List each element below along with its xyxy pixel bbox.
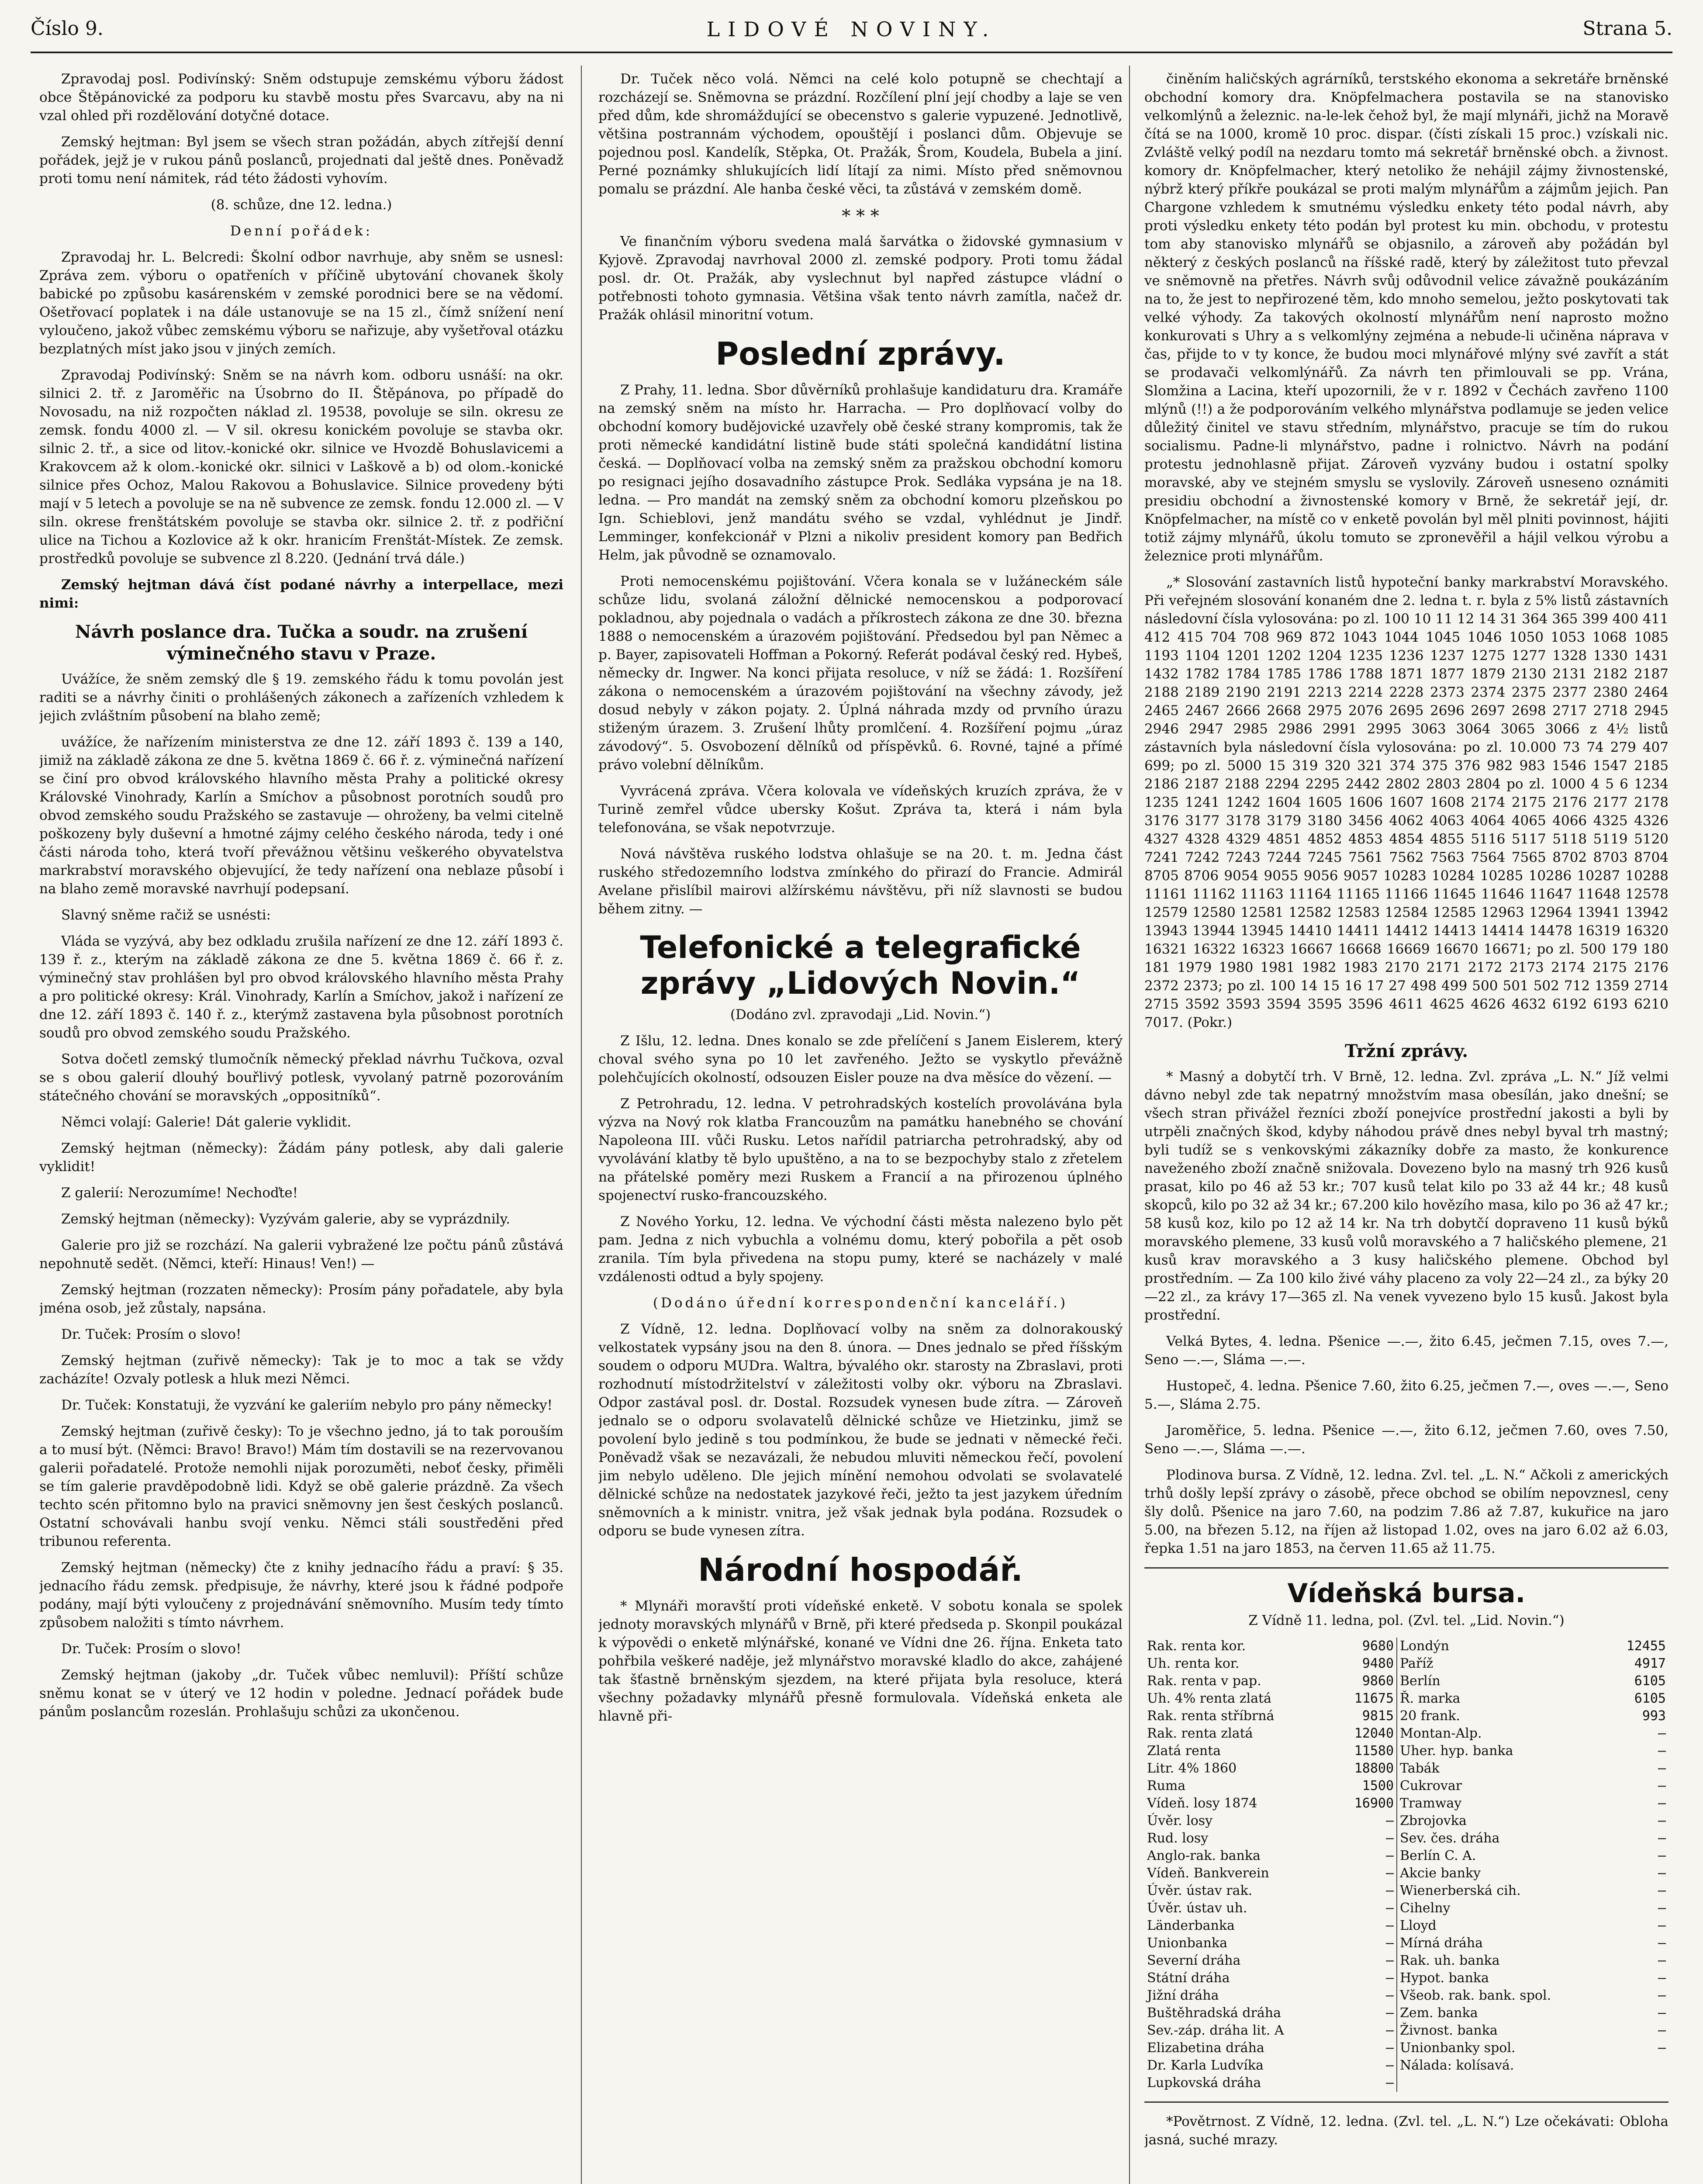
column-divider-2 [1129, 66, 1130, 2184]
bourse-row [1144, 1725, 1668, 1742]
bourse-row [1144, 1655, 1668, 1673]
bourse-security-name: Ruma [1147, 1778, 1186, 1794]
bourse-row [1144, 1795, 1668, 1812]
bourse-security-price: — [1658, 1970, 1666, 1986]
bourse-security-price: 9815 [1336, 1707, 1397, 1725]
bourse-security-name: Montan-Alp. [1400, 1726, 1482, 1741]
telegraph-subheading: (Dodáno zvl. zpravodaji „Lid. Novin.“) [730, 1007, 991, 1023]
bourse-security-name: Rak. renta zlatá [1147, 1726, 1253, 1741]
article-paragraph: Dr. Tuček: Prosím o slovo! [61, 1327, 242, 1342]
article-paragraph: Dr. Tuček: Prosím o slovo! [61, 1641, 242, 1657]
bourse-security-price: — [1336, 1865, 1397, 1882]
bourse-row [1144, 1952, 1668, 1970]
bourse-security-name: Zbrojovka [1400, 1813, 1467, 1828]
bourse-table [1144, 1638, 1668, 2092]
telegraph-news-heading: Telefonické a telegrafické zprávy „Lidových Novin.“ [640, 930, 1081, 1001]
article-paragraph: Z Petrohradu, 12. ledna. V petrohradských kostelích provolávána byla výzva na Nový rok klatba Francouzům na památku hanebného se chování Napoleona III. vůči Rusku. Letos nařídil patriarcha petrohradský, aby od vyvolávání klatby tě bylo upuštěno, a na to se bezpochyby stalo z zřetelem na přátelské poměry mezi Ruskem a Francií a na přirozenou úplného spojenectví rusko-francouzského. [598, 1096, 1123, 1203]
bourse-security-name: Vídeň. losy 1874 [1147, 1796, 1257, 1811]
bourse-subheading: Z Vídně 11. ledna, pol. (Zvl. tel. „Lid. Novin.“) [1248, 1613, 1565, 1628]
column-3 [1144, 70, 1668, 2184]
column-divider-1 [581, 66, 582, 2184]
page-number: Strana 5. [1582, 17, 1672, 40]
bourse-security-price: — [1336, 2074, 1397, 2092]
column-2 [598, 70, 1123, 2184]
bourse-security-name: 20 frank. [1400, 1708, 1461, 1724]
bourse-security-name: Berlín C. A. [1400, 1848, 1476, 1863]
bourse-row [1144, 1638, 1668, 1655]
article-paragraph: Plodinova bursa. Z Vídně, 12. ledna. Zvl. tel. „L. N.“ Ačkoli z amerických trhů došly lepší zprávy o zásobě, přece obchod se obilím nepovznesl, ceny šly dolů. Pšenice na jaro 7.60, na podzim 7.86 až 7.87, kukuřice na jaro 5.00, na březen 5.12, na říjen až listopad 1.02, oves na jaro 6.02 až 6.03, řepka 1.51 na jaro 1853, na červen 11.65 až 11.75. [1144, 1467, 1668, 1556]
bourse-security-price: — [1336, 2004, 1397, 2022]
article-paragraph: Z Prahy, 11. ledna. Sbor důvěrníků prohlašuje kandidaturu dra. Kramáře na zemský sněm na místo hr. Harracha. — Pro doplňovací volby do obchodní komory budějovické uzavřely obě české strany kompromis, tak že proti německé kandidátní listině bude státi společná kandidátní listina česká. — Doplňovací volba na zemský sněm za pražskou obchodní komoru po resignaci jejího dosavadního zástupce Prok. Sedláka vypsána je na 18. ledna. — Pro mandát na zemský sněm za obchodní komoru plzeňskou po Ign. Schieblovi, jenž mandátu svého se vzdal, vyhlédnut je Jindř. Lemminger, konfekcionář v Plzni a nikoliv president komory pan Bedřich Helm, jak původně se oznamovalo. [598, 382, 1123, 563]
bourse-row [1144, 1707, 1668, 1725]
bourse-security-price: 12455 [1626, 1638, 1666, 1654]
bourse-row [1144, 2004, 1668, 2022]
market-news-heading: Tržní zprávy. [1344, 1041, 1468, 1061]
bourse-row [1144, 1777, 1668, 1795]
article-paragraph: Zemský hejtman dává číst podané návrhy a interpellace, mezi nimi: [39, 577, 563, 611]
bourse-security-name: Cihelny [1400, 1901, 1451, 1916]
bourse-security-name: Länderbanka [1147, 1918, 1235, 1933]
bourse-row [1144, 1847, 1668, 1865]
bourse-row [1144, 1742, 1668, 1760]
bourse-row [1144, 1882, 1668, 1900]
bourse-security-price: 11580 [1336, 1742, 1397, 1760]
article-paragraph: Dr. Tuček něco volá. Němci na celé kolo potupně se chechtají a rozcházejí se. Sněmovna se prázdní. Rozčílení plní její chodby a laje se ven před dům, kde shromáždující se obecenstvo s galerie vypuzené. Jednotlivě, většina postrannám východem, opouštějí i poslanci dům. Objevuje se pojednou posl. Kandelík, Stěpka, Ot. Pražák, Šrom, Koudela, Bubela a jiní. Perné poznámky shlukujících lidí lítají za nimi. Místo před sněmovnou pomalu se prázdní. Ale hanba české věci, ta zůstává v zemském domě. [598, 71, 1123, 197]
bourse-security-price: 4917 [1634, 1656, 1666, 1671]
bourse-security-name: Dr. Karla Ludvíka [1147, 2058, 1264, 2073]
bourse-security-name: Unionbanka [1147, 1935, 1228, 1951]
section-separator-stars: * * * [842, 206, 879, 226]
article-paragraph: Vyvrácená zpráva. Včera kolovala ve vídeňských kruzích zpráva, že v Turině zemřel vůdce ubersky Košut. Zpráva ta, která i nám byla telefonována, se však nepotvrzuje. [598, 783, 1123, 836]
bourse-security-name: Zem. banka [1400, 2005, 1478, 2021]
office-subheading: (Dodáno úřední korrespondenční kanceláří.) [653, 1295, 1068, 1311]
bourse-security-price: 12040 [1336, 1725, 1397, 1742]
article-paragraph: Uvážíce, že sněm zemský dle § 19. zemského řádu k tomu povolán jest raditi se a návrhy činiti o prohlášených zákonech a zařízeních vzhledem k jejich zvláštním působení na blaho země; [39, 671, 563, 724]
bourse-security-price: — [1658, 2005, 1666, 2021]
bourse-security-price: — [1336, 1882, 1397, 1900]
bourse-security-price: — [1336, 1900, 1397, 1917]
article-paragraph: Slavný sněme račiž se usnésti: [61, 907, 271, 923]
bourse-row [1144, 2074, 1668, 2092]
bourse-security-name: Londýn [1400, 1638, 1449, 1654]
masthead-title: LIDOVÉ NOVINY. [706, 17, 997, 41]
bourse-security-name: Mírná dráha [1400, 1935, 1483, 1951]
bourse-row [1144, 1830, 1668, 1847]
article-paragraph: Proti nemocenskému pojištování. Včera konala se v lužáneckém sále schůze lidu, svolaná záložní dělnické nemocenskou a podporovací pokladnou, aby pojednala o vadách a příkrostech zákona ze dne 30. března 1888 o nemocenském a úrazovém pojištování. Předsedou byl pan Němec a p. Bayer, zapisovateli Hoffman a Pokorný. Referát podával český red. Hybeš, německy dr. Ingwer. Na konci přijata resoluce, v níž se žádá: 1. Rozšíření zákona o nemocenském a úrazovém pojištování na všechny závody, jež dosud nebyly v zákon pojaty. 2. Úplná náhrada mzdy od prvního úrazu stiženým úrazem. 3. Zrušení lhůty promlčení. 4. Rozšíření pojmu „úraz závodový“. 5. Osvobození dělníků od příspěvků. 6. Rovné, tajné a přímé právo volební dělníkům. [598, 574, 1123, 773]
agenda-heading: Denní pořádek: [230, 223, 373, 239]
bourse-security-name: Lupkovská dráha [1147, 2075, 1261, 2091]
bourse-security-price: — [1336, 1847, 1397, 1865]
bourse-row [1144, 1673, 1668, 1690]
bourse-security-price [1608, 2074, 1668, 2092]
economy-heading: Národní hospodář. [698, 1552, 1023, 1588]
bourse-security-name: Všeob. rak. bank. spol. [1400, 1988, 1551, 2003]
article-paragraph: Hustopeč, 4. ledna. Pšenice 7.60, žito 6.25, ječmen 7.—, oves —.—, Seno 5.—, Sláma 2.75. [1144, 1378, 1668, 1412]
article-paragraph: „* Slosování zastavních listů hypoteční banky markrabství Moravského. Při veřejném slosování konaném dne 2. ledna t. r. byla z 5% listů zástavních následovní čísla vylosována: po zl. 100 10 11 12 14 31 364 365 399 400 411 412 415 704 708 969 872 1043 1044 1045 1046 1050 1053 1068 1085 1193 1104 1201 1202 1204 1235 1236 1237 1275 1277 1328 1330 1431 1432 1782 1784 1785 1786 1788 1871 1877 1879 2130 2131 2182 2187 2188 2189 2190 2191 2213 2214 2228 2373 2374 2375 2377 2380 2464 2465 2467 2666 2668 2975 2076 2695 2696 2697 2698 2717 2718 2945 2946 2947 2985 2986 2991 2995 3063 3064 3065 3066 z 4½ listů zástavních byla následovní čísla vylosována: po zl. 10.000 73 74 279 407 699; po zl. 5000 15 319 320 321 374 375 376 982 983 1546 1547 2185 2186 2187 2188 2294 2295 2442 2802 2803 2804 po zl. 1000 4 5 6 1234 1235 1241 1242 1604 1605 1606 1607 1608 2174 2175 2176 2177 2178 3176 3177 3178 3179 3180 3456 4062 4063 4064 4065 4066 4325 4326 4327 4328 4329 4851 4852 4853 4854 4855 5116 5117 5118 5119 5120 7241 7242 7243 7244 7245 7561 7562 7563 7564 7565 8702 8703 8704 8705 8706 9054 9055 9056 9057 10283 10284 10285 10286 10287 10288 11161 11162 11163 11164 11165 11166 11645 11646 11647 11648 12578 12579 12580 12581 12582 12583 12584 12585 12963 12964 13941 13942 13943 13944 13945 14410 14411 14412 14413 14414 14478 16319 16320 16321 16322 16323 16667 16668 16669 16670 16671; po zl. 500 179 180 181 1979 1980 1981 1982 1983 2170 2171 2172 2173 2174 2175 2176 2372 2373; po zl. 100 14 15 16 17 27 498 499 500 501 502 712 1359 2714 2715 3592 3593 3594 3595 3596 4611 4625 4626 4632 6192 6193 6210 7017. (Pokr.) [1144, 574, 1668, 1030]
bourse-security-name: Státní dráha [1147, 1970, 1230, 1986]
bourse-security-price: — [1336, 1952, 1397, 1970]
section-rule [1144, 1567, 1668, 1569]
bourse-security-price: 16900 [1336, 1795, 1397, 1812]
issue-number: Číslo 9. [31, 17, 104, 40]
bourse-security-price: — [1658, 2023, 1666, 2038]
bourse-row [1144, 1935, 1668, 1952]
article-paragraph: * Masný a dobytčí trh. V Brně, 12. ledna. Zvl. zpráva „L. N.“ Jíž velmi dávno nebyl zde tak nepatrný množstvím masa obesílán, jako dnešní; se všech stran přivážel řezníci zboží ponejvíce prostřední jakosti a byli by utrpěli značných škod, kdyby náhodou právě dnes nebyl byval trh mastný; byli tudíž se s venkovskými zákazníky dobře za masto, že konkurence naveženého zboží značně snižovala. Dovezeno bylo na masný trh 926 kusů prasat, kilo po 46 až 53 kr.; 707 kusů telat kilo po 33 až 44 kr.; 48 kusů skopců, kilo po 32 až 34 kr.; 67.200 kilo hovězího masa, kilo po 36 až 47 kr.; 58 kusů koz, kilo po 12 až 14 kr. Na trh dobytčí dopraveno 11 kusů býků moravského plemene, 33 kusů volů moravského a 7 haličského plemene, 21 kusů krav moravského a 3 kusy haličského plemene. Obchod byl prostředním. — Za 100 kilo živé váhy placeno za voly 22—24 zl., za býky 20—22 zl., za krávy 17—365 zl. Na venek vyvezeno bylo 15 kusů. Jakost byla prostřední. [1144, 1069, 1668, 1323]
bourse-security-price: — [1336, 1935, 1397, 1952]
bourse-security-name: Litr. 4% 1860 [1147, 1761, 1237, 1776]
bourse-security-price: — [1336, 1970, 1397, 1987]
weather-report: *Povětrnost. Z Vídně, 12. ledna. (Zvl. tel. „L. N.“) Lze očekávati: Obloha jasná, suché mrazy. [1144, 2114, 1668, 2148]
bourse-security-price: 11675 [1336, 1690, 1397, 1707]
header-rule [31, 52, 1672, 53]
section-rule [1144, 2101, 1668, 2103]
bourse-security-price: — [1658, 1743, 1666, 1759]
bourse-security-price: — [1336, 1830, 1397, 1847]
bourse-security-name: Tabák [1400, 1761, 1440, 1776]
article-paragraph: Dr. Tuček: Konstatuji, že vyzvání ke galeriím nebylo pro pány německy! [61, 1397, 553, 1413]
article-paragraph: Zemský hejtman (zuřivě německy): Tak je to moc a tak se vždy zacházíte! Ozvaly potlesk a hluk mezi Němci. [39, 1353, 563, 1387]
bourse-security-name: Elizabetina dráha [1147, 2040, 1264, 2056]
bourse-row [1144, 1865, 1668, 1882]
bourse-security-name: Anglo-rak. banka [1147, 1848, 1261, 1863]
bourse-security-name: Rak. renta v pap. [1147, 1673, 1261, 1689]
bourse-heading: Vídeňská bursa. [1287, 1578, 1526, 1609]
article-paragraph: Němci volají: Galerie! Dát galerie vyklidit. [61, 1114, 352, 1130]
article-paragraph: Z Vídně, 12. ledna. Doplňovací volby na sněm za dolnorakouský velkostatek vypsány jsou na den 8. února. — Dnes jednalo se před říšským soudem o odporu MUDra. Waltra, bývalého okr. starosty na Zbraslavi, proti rozhodnutí místodržitelství v záležitosti volby okr. výboru na Zbraslavi. Odpor zastával posl. dr. Dostal. Rozsudek vynesen bude zítra. — Zároveň jednalo se o odporu svolavatelů dělnické schůze ve Hietzinku, jimž se povolení bylo jedině s tou podmínkou, že bude se jednati v německé řeči. Poněvadž však se nezavázali, že nebudou mluviti německou řečí, povolení jim nebylo uděleno. Dle jejich mínění nemohou odvolati se svolavatelé dělnické schůze na nedostatek jazykové řeči, ježto ta jest jazykem úředním sněmovních a k ministr. vnitra, jež však jednak byla podána. Rozsudek o odporu se bude vynesen zítra. [598, 1321, 1123, 1539]
article-paragraph: Jaroměřice, 5. ledna. Pšenice —.—, žito 6.12, ječmen 7.60, oves 7.50, Seno —.—, Sláma —.—. [1144, 1423, 1668, 1457]
bourse-security-price: — [1658, 1901, 1666, 1916]
bourse-row [1144, 1760, 1668, 1777]
bourse-security-name [1397, 2074, 1608, 2092]
bourse-security-price: 9480 [1336, 1655, 1397, 1673]
bourse-security-name: Rud. losy [1147, 1831, 1209, 1846]
bourse-security-name: Sev. čes. dráha [1400, 1831, 1500, 1846]
article-paragraph: Zemský hejtman (rozzaten německy): Prosím pány pořadatele, aby byla jména osob, jež zůstaly, napsána. [39, 1282, 563, 1316]
bourse-security-price: — [1336, 1987, 1397, 2004]
bourse-row [1144, 1917, 1668, 1935]
bourse-row [1144, 1970, 1668, 1987]
article-paragraph: Zemský hejtman (zuřivě česky): To je všechno jedno, já to tak porouším a to musí být. (Němci: Bravo! Bravo!) Mám tím dostavili se na rezervovanou galerii pořadatelé. Protože nemohli nijak porozuměti, neboť česky, přiměli se tím galerie pravděpodobně lidi. Když se obě galerie prázdně. Za všech techto scén přitomno bylo na pravici sněmovny jen šest českých poslanců. Ostatní schovávali hanbu svojí venku. Němci stáli soustředěni před tribunou referenta. [39, 1424, 563, 1549]
bourse-security-name: Severní dráha [1147, 1953, 1241, 1968]
bourse-security-price: — [1658, 1988, 1666, 2003]
article-paragraph: Vláda se vyzývá, aby bez odkladu zrušila nařízení ze dne 12. září 1893 č. 139 ř. z., kterým na základě zákona ze dne 5. května 1869 č. 66 ř. z. výminečný stav prohlášen byl pro obvod královského hlavního města Prahy a pro politické okresy: Král. Vinohrady, Karlín a Smíchov, jakož i nařízení ze dne 12. září 1893 č. 140 ř. z., kterýmž zastavena byla působnost porotních soudů pro obvod zemského soudu Pražského. [39, 933, 563, 1041]
bourse-security-name: Unionbanky spol. [1400, 2040, 1516, 2056]
bourse-security-name: Uher. hyp. banka [1400, 1743, 1513, 1759]
bourse-security-name: Tramway [1400, 1796, 1462, 1811]
bourse-security-price: — [1658, 1831, 1666, 1846]
bourse-security-price: — [1658, 1848, 1666, 1863]
bourse-security-price: — [1658, 1866, 1666, 1881]
bourse-security-name: Vídeň. Bankverein [1147, 1866, 1269, 1881]
article-paragraph: uvážíce, že nařízením ministerstva ze dne 12. září 1893 č. 139 a 140, jimiž na základě zákona ze dne 5. května 1869 č. 66 ř. z. výminečná nařízení se činí pro obvod královského hlavního města Prahy a politické okresy Královské Vinohrady, Karlín a Smíchov a působnost porotních soudů pro obvod zemského soudu Pražského se zastavuje — ohroženy, ba velmi citelně poškozeny byly duševní a hmotné zájmy celého českého národa, tedy i oné části národa toho, která tvoří převážnou většinu veškerého obyvatelstva markrabství moravského objevující, že tedy nařízení ona neblaze působí i na blaho země moravské navrhují podepsaní. [39, 734, 563, 897]
bourse-security-name: Cukrovar [1400, 1778, 1462, 1794]
bourse-security-name: Hypot. banka [1400, 1970, 1489, 1986]
bourse-security-price: — [1336, 2039, 1397, 2057]
article-paragraph: Nová návštěva ruského lodstva ohlašuje se na 20. t. m. Jedna část ruského středozemního lodstva zmínkého do přirazí do Francie. Admirál Avelane přislíbil mairovi alžírskému návštěvu, při níž slavnosti se budou během zitny. — [598, 846, 1123, 917]
bourse-security-name: Lloyd [1400, 1918, 1437, 1933]
bourse-security-name: Rak. renta kor. [1147, 1638, 1246, 1654]
bourse-security-price: 1500 [1336, 1777, 1397, 1795]
article-paragraph: Zpravodaj hr. L. Belcredi: Školní odbor navrhuje, aby sněm se usnesl: Zpráva zem. výboru o opatřeních v příčině ubytování chovanek školy babické po způsobu kasárenském v zemské porodnici bere se na vědomí. Ošetřovací poplatek i na dále ustanovuje se na 15 zl., čímž snížení není vyloučeno, jakož vůbec zemskému výboru se nařizuje, aby vyšetřoval otázku bezplatných míst jako jsou v jiných zemích. [39, 249, 563, 357]
motion-heading: Návrh poslance dra. Tučka a soudr. na zrušení výminečného stavu v Praze. [75, 622, 528, 664]
bourse-security-name: Živnost. banka [1400, 2023, 1498, 2038]
session-heading: (8. schůze, dne 12. ledna.) [211, 197, 392, 213]
bourse-row [1144, 1690, 1668, 1707]
article-paragraph: Galerie pro již se rozchází. Na galerii vybražené lze počtu pánů zůstává nepohnutě sedět. (Němci, kteří: Hinaus! Ven!) — [39, 1237, 563, 1272]
article-paragraph: Z galerií: Nerozumíme! Nechoďte! [61, 1185, 298, 1201]
latest-news-heading: Poslední zprávy. [715, 335, 1005, 372]
article-paragraph: Zpravodaj posl. Podivínský: Sněm odstupuje zemskému výboru žádost obce Štěpánovické za podporu ku stavbě mostu přes Svarcavu, aby na ni vzal ohled při rozdělování dotyčné dotace. [39, 71, 563, 124]
bourse-security-name: Zlatá renta [1147, 1743, 1221, 1759]
bourse-security-name: Jižní dráha [1147, 1988, 1219, 2003]
bourse-security-price: 18800 [1336, 1760, 1397, 1777]
bourse-security-name: Úvěr. losy [1147, 1813, 1213, 1828]
bourse-security-price: — [1658, 1796, 1666, 1811]
bourse-security-name: Ř. marka [1400, 1691, 1461, 1706]
bourse-security-price: — [1658, 2040, 1666, 2056]
bourse-security-name: Úvěr. ústav rak. [1147, 1883, 1253, 1898]
bourse-security-price: — [1336, 2022, 1397, 2039]
bourse-security-name: Uh. renta kor. [1147, 1656, 1240, 1671]
article-paragraph: Sotva dočetl zemský tlumočník německý překlad návrhu Tučkova, ozval se s obou galerií dlouhý bouřlivý potlesk, vyvolaný patrně pozorováním státečného chování se moravských „oppositníků“. [39, 1051, 563, 1104]
bourse-row [1144, 1812, 1668, 1830]
bourse-security-price: — [1658, 1883, 1666, 1898]
article-paragraph: Zpravodaj Podivínský: Sněm se na návrh kom. odboru usnáší: na okr. silnici 2. tř. z Jaroměřic na Úsobrno do II. Štěpánova, po případě do Novosadu, na niž rozpočten náklad zl. 19538, povoluje se siln. okresu ze zemsk. fondu 4000 zl. — V sil. okresu konickém povoluje se stavba okr. silnic 2. tř., a sice od litov.-konické okr. silnice ve Hvozdě Bohuslavicemi a Krakovcem až k olom.-konické okr. silnici v Laškově a b) od olom.-konické silnice přes Ochoz, Malou Rakovou a Bohuslavice. Silnice provedeny býti mají v 5 letech a povoluje se na ně subvence ze zemsk. fondu 12.000 zl. — V siln. okrese frenštátském povoluje se stavba okr. silnice 2. tř. z podřiční ulice na Tichou a Kozlovice až k okr. hranicím Frenštát-Místek. Ze zemsk. prostředků povoluje se subvence zl 8.220. (Jednání trvá dále.) [39, 367, 563, 567]
bourse-security-name: Sev.-záp. dráha lit. A [1147, 2023, 1284, 2038]
bourse-security-price: 6105 [1634, 1673, 1666, 1689]
bourse-security-price: — [1658, 1935, 1666, 1951]
page-header [31, 13, 1672, 52]
bourse-security-price: — [1658, 1918, 1666, 1933]
bourse-security-name: Paříž [1400, 1656, 1434, 1671]
bourse-security-price: 6105 [1634, 1691, 1666, 1706]
article-paragraph: Zemský hejtman (německy): Žádám pány potlesk, aby dali galerie vyklidit! [39, 1140, 563, 1175]
bourse-row [1144, 2022, 1668, 2039]
bourse-security-name: Wienerberská cih. [1400, 1883, 1521, 1898]
bourse-row [1144, 2057, 1668, 2074]
bourse-security-price: 993 [1642, 1708, 1666, 1724]
bourse-security-price: 9680 [1336, 1638, 1397, 1655]
article-paragraph: Velká Bytes, 4. ledna. Pšenice —.—, žito 6.45, ječmen 7.15, oves 7.—, Seno —.—, Sláma —.—. [1144, 1334, 1668, 1368]
bourse-security-name: Buštěhradská dráha [1147, 2005, 1281, 2021]
article-paragraph: * Mlynáři moravští proti vídeňské enketě. V sobotu konala se spolek jednoty moravských mlynářů v Brně, při které předseda p. Skonpil poukázal k výpovědi o enketě mlýnářské, konané ve Vídni dne 26. října. Enketa tato pohřbila veškeré naděje, jež mlynářstvo moravské kladlo do akce, zahájené tak šťastně brněnským sjezdem, na které přijata byla resoluce, která všechny požadavky mlynářů přesně formulovala. Vídeňská enketa ale hlavně při- [598, 1598, 1123, 1724]
bourse-security-name: Berlín [1400, 1673, 1440, 1689]
bourse-security-price: — [1336, 1812, 1397, 1830]
bourse-security-name: Rak. renta stříbrná [1147, 1708, 1275, 1724]
bourse-security-price: — [1658, 1726, 1666, 1741]
article-paragraph: Zemský hejtman (německy) čte z knihy jednacího řádu a praví: § 35. jednacího řádu zemsk. předpisuje, že návrhy, které jsou k řádné podpoře podány, mají býti vyloučeny z projednávání sněmovního. Musím tedy tímto způsobem naložiti s tímto návrhem. [39, 1560, 563, 1631]
bourse-security-price: — [1658, 1761, 1666, 1776]
bourse-security-price: — [1336, 1917, 1397, 1935]
bourse-row [1144, 1900, 1668, 1917]
article-paragraph: Zemský hejtman (německy): Vyzývám galerie, aby se vyprázdnily. [61, 1211, 510, 1227]
bourse-security-name: Akcie banky [1400, 1866, 1481, 1881]
bourse-row [1144, 1987, 1668, 2004]
bourse-security-price: — [1658, 1813, 1666, 1828]
bourse-security-price: 9860 [1336, 1673, 1397, 1690]
bourse-row [1144, 2039, 1668, 2057]
bourse-security-price: — [1658, 1953, 1666, 1968]
bourse-security-price [1608, 2057, 1668, 2074]
column-1 [39, 70, 563, 2184]
article-paragraph: Ve finančním výboru svedena malá šarvátka o židovské gymnasium v Kyjově. Zpravodaj navrhoval 2000 zl. zemské podpory. Proti tomu žádal posl. dr. Ot. Pražák, aby vyslechnut byl napřed zástupce vládní o potřebnosti tohoto gymnasia. Většina však tento návrh zamítla, načež dr. Pražák ohlásil minoritní votum. [598, 234, 1123, 323]
bourse-security-name: Úvěr. ústav uh. [1147, 1901, 1247, 1916]
bourse-security-name: Uh. 4% renta zlatá [1147, 1691, 1271, 1706]
bourse-security-name: Nálada: kolísavá. [1400, 2058, 1514, 2073]
article-paragraph: Zemský hejtman: Byl jsem se všech stran požádán, abych zítřejší denní pořádek, jejž je v rukou pánů poslanců, projednati dal ještě dnes. Poněvadž proti tomu není námitek, rád této žádosti vyhovím. [39, 134, 563, 187]
article-paragraph: činěním haličských agrárníků, terstského ekonoma a sekretáře brněnské obchodní komory dra. Knöpfelmachera postavila se na stanovisko velkomlýnů a železnic. na-le-lek čehož byl, že mají mlynáři, jichž na Moravě čítá se na 1000, kromě 10 proc. dispar. (čísti získali 15 proc.) vzískali nic. Zvláště velký podíl na nezdaru tomto má sekretář brněnské obch. a živnost. komory dr. Knöpfelmacher, který netoliko že nehájil zájmy živnostenské, nýbrž který příkře poukázal se proti malým mlynářům a zájmům jejich. Pan Chargone vzhledem k smutnému výsledku enkety této podal návrh, aby proti výsledku enkety této podán byl protest ku min. obchodu, v protestu tom aby stanovisko mlynářů se objasnilo, a zároveň aby požádán byl některý z českých poslanců na říšské radě, který by záležitost tuto převzal ve sněmovně na přetřes. Návrh svůj odůvodnil velice závažně poukázáním na to, že jest to nepřirozené těm, kdo mnoho semelou, ježto poskytovati tak velké výhody. Za takových okolností mlynářům není naprosto možno konkurovati s Uhry a s velkomlýny zejména a nebude-li učiněna náprava v čas, přijde to v ty konce, že budou moci mlynářové mlýny své zavřít a stát se prodavači velkomlýnářů. Za návrh ten přimlouvali se pp. Vrána, Slomžina a Lacina, kteří upozornili, že v r. 1892 v Čechách zavřeno 1100 mlýnů (!!) a že podporováním velkého mlynářstva podlamuje se jeden velice důležitý činitel ve stavu středním, mlynářstvo, pracuje se tím do rukou socialismu. Padne-li mlynářstvo, padne i rolnictvo. Návrh na podání protestu jednohlasně přijat. Zároveň vyzvány budou i ostatní spolky moravské, aby ve stejném smyslu se vyslovily. Zároveň usneseno oznámiti presidiu obchodní a živnostenské komory v Brně, že sekretář její, dr. Knöpfelmacher, na místě co v enketě povolán byl měl plniti povinnost, hájiti totiž zájmy mlynářů, úkolu tomuto se zpronevěřil a hájil velkou výrobu a železnice proti mlynářům. [1144, 71, 1668, 564]
bourse-security-name: Rak. uh. banka [1400, 1953, 1500, 1968]
article-paragraph: Z Nového Yorku, 12. ledna. Ve východní části města nalezeno bylo pět pam. Jedna z nich vybuchla a volnému domu, který pobořila a pět osob zranila. Tím byla přivedena na stopu pumy, které se nacházely v malé vzdálenosti odtud a byly spojeny. [598, 1214, 1123, 1285]
article-paragraph: Zemský hejtman (jakoby „dr. Tuček vůbec nemluvil): Příští schůze sněmu konat se v úterý ve 12 hodin v poledne. Jednací pořádek bude pánům poslancům rozeslán. Prohlašuju schůzi za ukončenou. [39, 1667, 563, 1720]
article-paragraph: Z Išlu, 12. ledna. Dnes konalo se zde přelíčení s Janem Eislerem, který choval svého syna po 10 let zavřeného. Ježto se vyskytlo převážně polehčujících okolností, odsouzen Eisler pouze na dva měsíce do vězení. — [598, 1033, 1123, 1085]
bourse-security-price: — [1336, 2057, 1397, 2074]
bourse-security-price: — [1658, 1778, 1666, 1794]
